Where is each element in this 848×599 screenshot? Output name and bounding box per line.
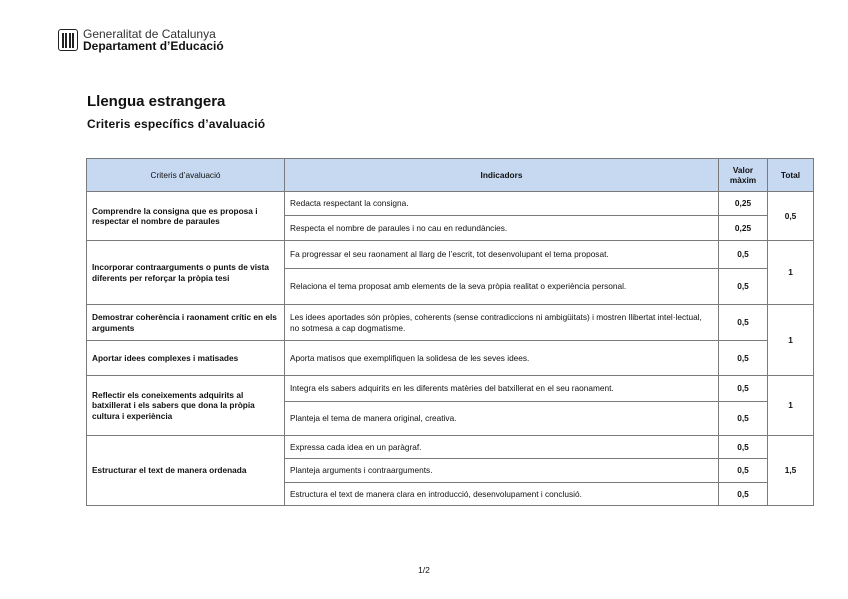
table-row bbox=[87, 241, 814, 269]
indicator-cell: Integra els sabers adquirits en les diferents matèries del batxillerat en el seu raonament. bbox=[285, 376, 719, 402]
table-row bbox=[87, 341, 814, 376]
value-cell: 0,5 bbox=[719, 341, 768, 376]
total-cell: 1,5 bbox=[768, 436, 814, 506]
indicator-cell: Planteja arguments i contraarguments. bbox=[285, 459, 719, 483]
indicator-cell: Les idees aportades són pròpies, coherents (sense contradiccions ni ambigüitats) i mostren llibertat intel·lectual, no sotmesa a cap dogmatisme. bbox=[285, 305, 719, 341]
table-row bbox=[87, 436, 814, 459]
criterion-cell: Reflectir els coneixements adquirits al batxillerat i els sabers que dona la pròpia cultura i experiència bbox=[87, 376, 285, 436]
value-cell: 0,5 bbox=[719, 305, 768, 341]
indicator-cell: Respecta el nombre de paraules i no cau en redundàncies. bbox=[285, 216, 719, 241]
value-cell: 0,5 bbox=[719, 483, 768, 506]
criterion-cell: Incorporar contraarguments o punts de vista diferents per reforçar la pròpia tesi bbox=[87, 241, 285, 305]
indicator-cell: Estructura el text de manera clara en introducció, desenvolupament i conclusió. bbox=[285, 483, 719, 506]
header-valor-maxim: Valor màxim bbox=[719, 159, 768, 192]
indicator-cell: Fa progressar el seu raonament al llarg de l’escrit, tot desenvolupant el tema proposat. bbox=[285, 241, 719, 269]
generalitat-logo-icon bbox=[58, 29, 78, 51]
total-cell: 1 bbox=[768, 241, 814, 305]
indicator-cell: Redacta respectant la consigna. bbox=[285, 192, 719, 216]
table-header-row bbox=[87, 159, 814, 192]
indicator-cell: Aporta matisos que exemplifiquen la solidesa de les seves idees. bbox=[285, 341, 719, 376]
criterion-cell: Aportar idees complexes i matisades bbox=[87, 341, 285, 376]
criterion-cell: Demostrar coherència i raonament crític en els arguments bbox=[87, 305, 285, 341]
org-line-2: Departament d’Educació bbox=[83, 39, 224, 53]
total-cell: 0,5 bbox=[768, 192, 814, 241]
indicator-cell: Expressa cada idea en un paràgraf. bbox=[285, 436, 719, 459]
value-cell: 0,5 bbox=[719, 376, 768, 402]
page-subtitle: Criteris específics d’avaluació bbox=[87, 117, 266, 131]
table-row bbox=[87, 376, 814, 402]
org-line-1: Generalitat de Catalunya bbox=[83, 27, 216, 41]
total-cell: 1 bbox=[768, 305, 814, 376]
table-row bbox=[87, 305, 814, 341]
criterion-cell: Comprendre la consigna que es proposa i respectar el nombre de paraules bbox=[87, 192, 285, 241]
value-cell: 0,25 bbox=[719, 192, 768, 216]
page-number: 1/2 bbox=[418, 565, 430, 575]
value-cell: 0,5 bbox=[719, 269, 768, 305]
criteria-table bbox=[86, 158, 814, 506]
header-indicadors: Indicadors bbox=[285, 159, 719, 192]
page-title: Llengua estrangera bbox=[87, 93, 226, 110]
value-cell: 0,5 bbox=[719, 459, 768, 483]
value-cell: 0,5 bbox=[719, 241, 768, 269]
criterion-cell: Estructurar el text de manera ordenada bbox=[87, 436, 285, 506]
value-cell: 0,5 bbox=[719, 436, 768, 459]
organization-name bbox=[83, 28, 224, 52]
value-cell: 0,5 bbox=[719, 402, 768, 436]
value-cell: 0,25 bbox=[719, 216, 768, 241]
table-row bbox=[87, 192, 814, 216]
header-logo bbox=[58, 28, 224, 52]
header-criteris: Criteris d’avaluació bbox=[87, 159, 285, 192]
total-cell: 1 bbox=[768, 376, 814, 436]
indicator-cell: Relaciona el tema proposat amb elements de la seva pròpia realitat o experiència personal. bbox=[285, 269, 719, 305]
indicator-cell: Planteja el tema de manera original, creativa. bbox=[285, 402, 719, 436]
header-total: Total bbox=[768, 159, 814, 192]
